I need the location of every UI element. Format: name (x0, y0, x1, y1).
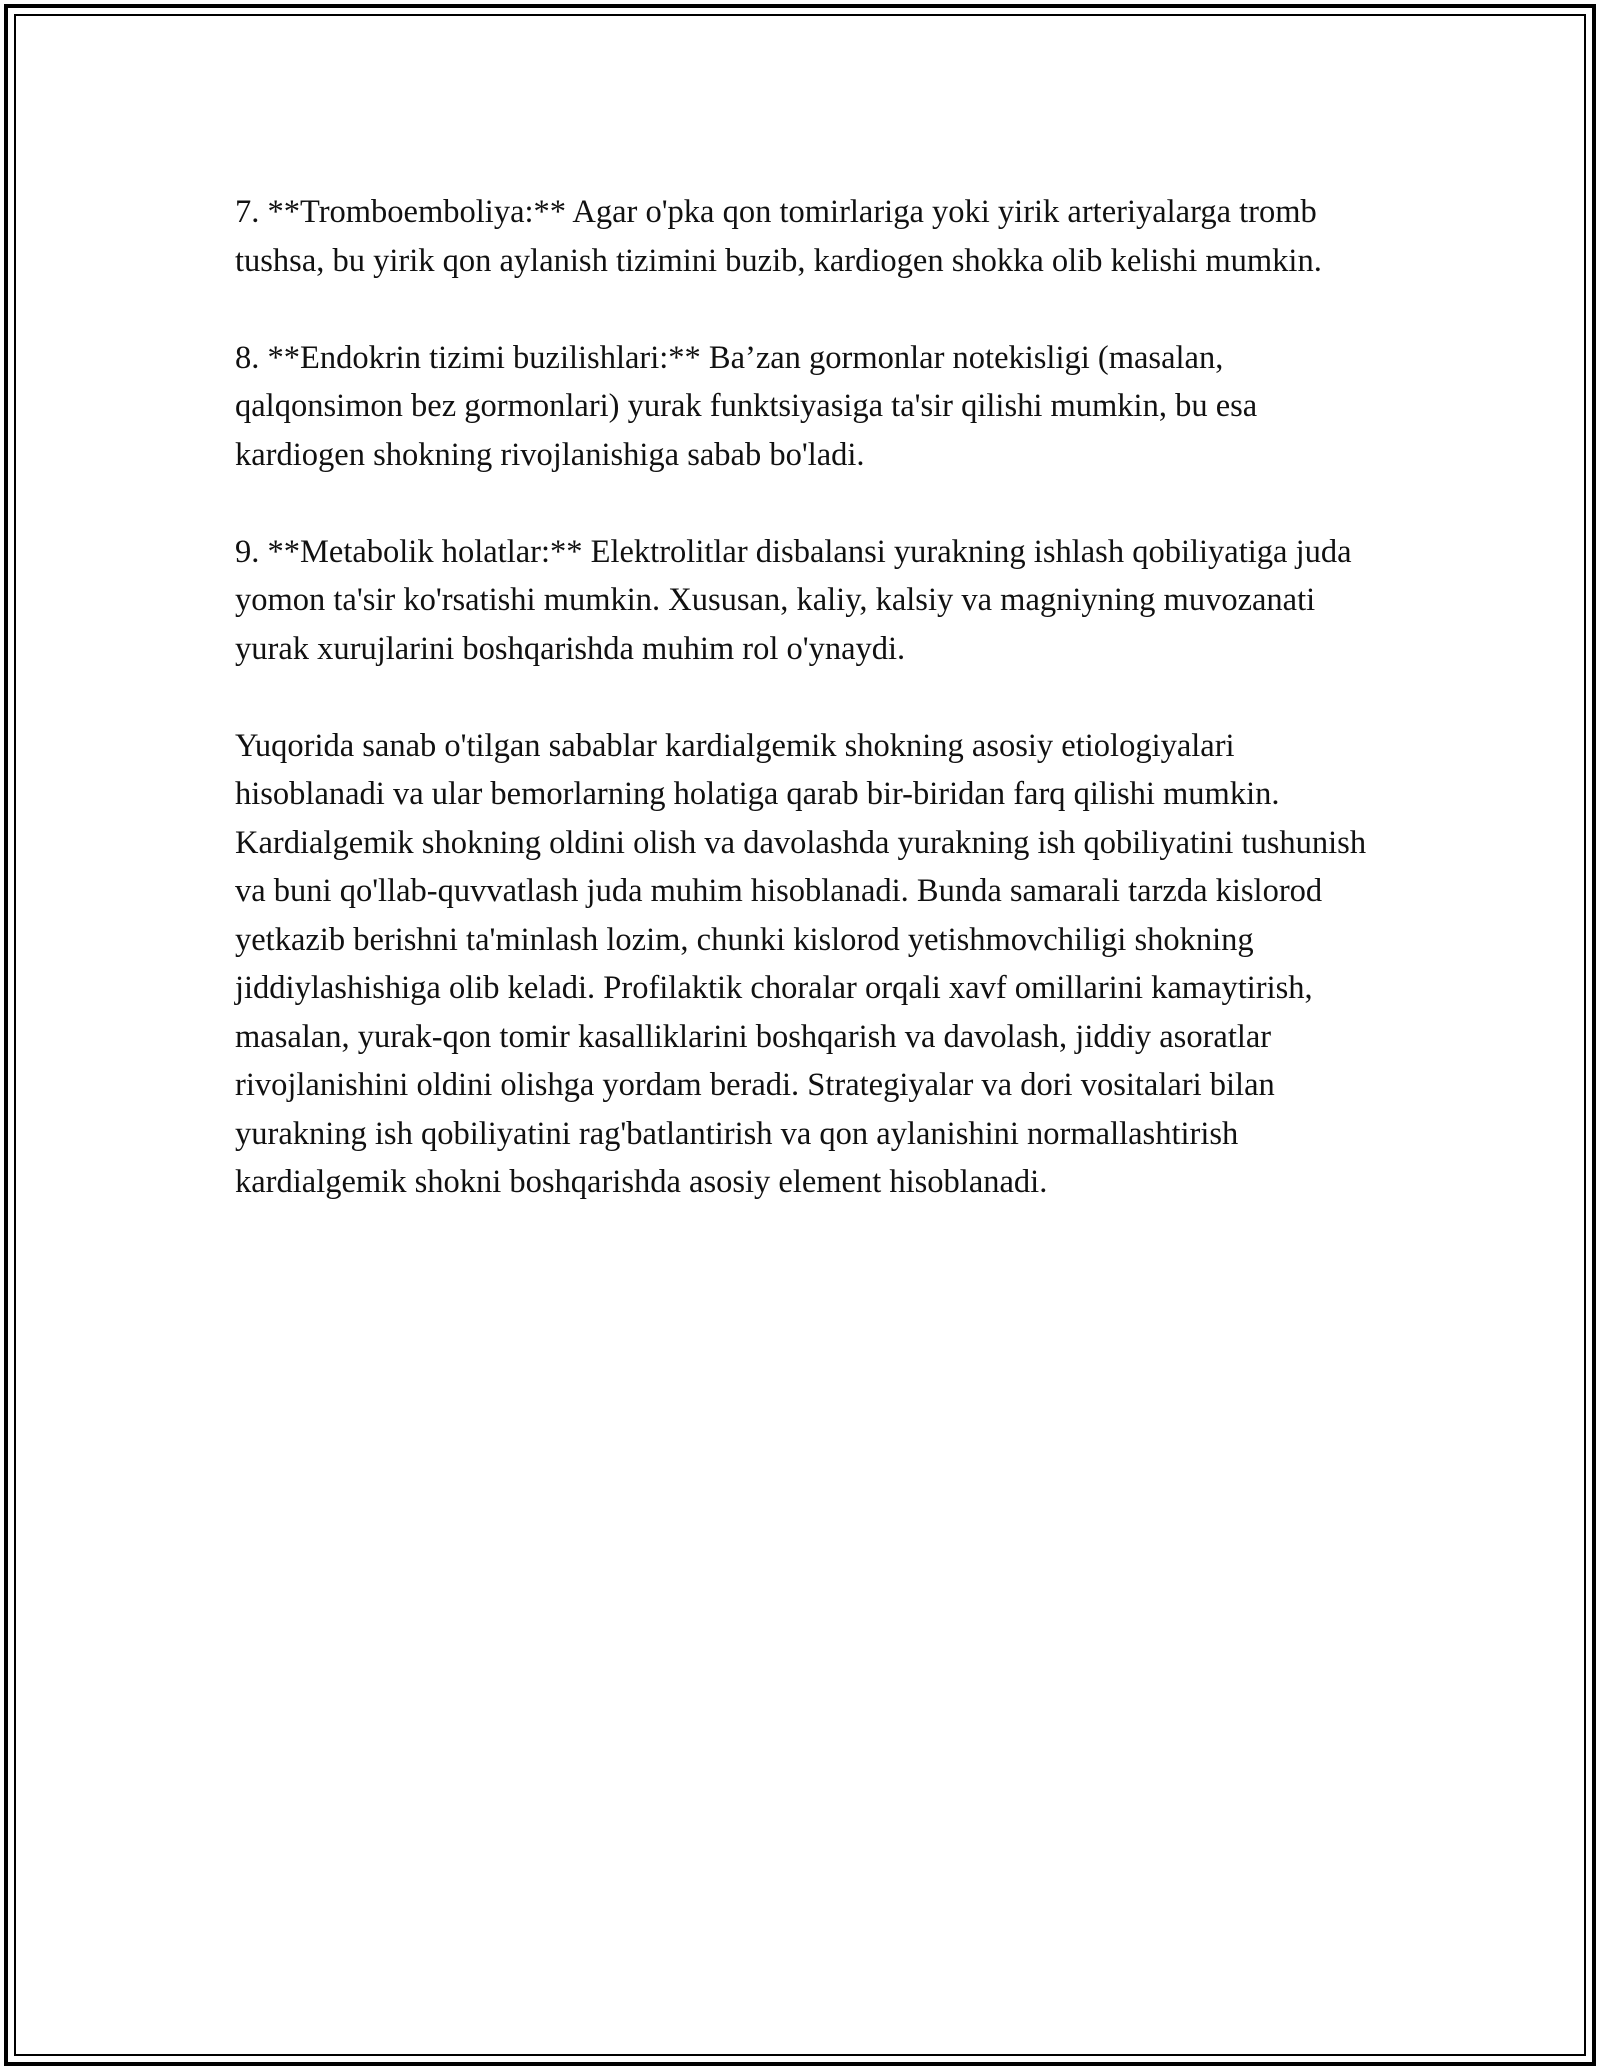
paragraph-metabolik: 9. **Metabolik holatlar:** Elektrolitlar disbalansi yurakning ishlash qobiliyatiga juda yomon ta'sir ko'rsatishi mumkin. Xususan, kaliy, kalsiy va magniyning muvozanati yurak xurujlarini boshqarishda muhim rol o'ynaydi. (235, 533, 1352, 667)
paragraph-tromboemboliya: 7. **Tromboemboliya:** Agar o'pka qon tomirlariga yoki yirik arteriyalarga tromb tushsa, bu yirik qon aylanish tizimini buzib, kardiogen shokka olib kelishi mumkin. (235, 194, 1322, 279)
paragraph-summary: Yuqorida sanab o'tilgan sabablar kardialgemik shokning asosiy etiologiyalari hisoblanadi va ular bemorlarning holatiga qarab bir-biridan farq qilishi mumkin. Kardialgemik shokning oldini olish va davolashda yurakning ish qobiliyatini tushunish va buni qo'llab-quvvatlash juda muhim hisoblanadi. Bunda samarali tarzda kislorod yetkazib berishni ta'minlash lozim, chunki kislorod yetishmovchiligi shokning jiddiylashishiga olib keladi. Profilaktik choralar orqali xavf omillarini kamaytirish, masalan, yurak-qon tomir kasalliklarini boshqarish va davolash, jiddiy asoratlar rivojlanishini oldini olishga yordam beradi. Strategiyalar va dori vositalari bilan yurakning ish qobiliyatini rag'batlantirish va qon aylanishini normallashtirish kardialgemik shokni boshqarishda asosiy element hisoblanadi. (235, 727, 1367, 1200)
paragraph-endokrin: 8. **Endokrin tizimi buzilishlari:** Ba’zan gormonlar notekisligi (masalan, qalqonsimon bez gormonlari) yurak funktsiyasiga ta'sir qilishi mumkin, bu esa kardiogen shokning rivojlanishiga sabab bo'ladi. (235, 339, 1258, 473)
document-body (235, 188, 1375, 1207)
